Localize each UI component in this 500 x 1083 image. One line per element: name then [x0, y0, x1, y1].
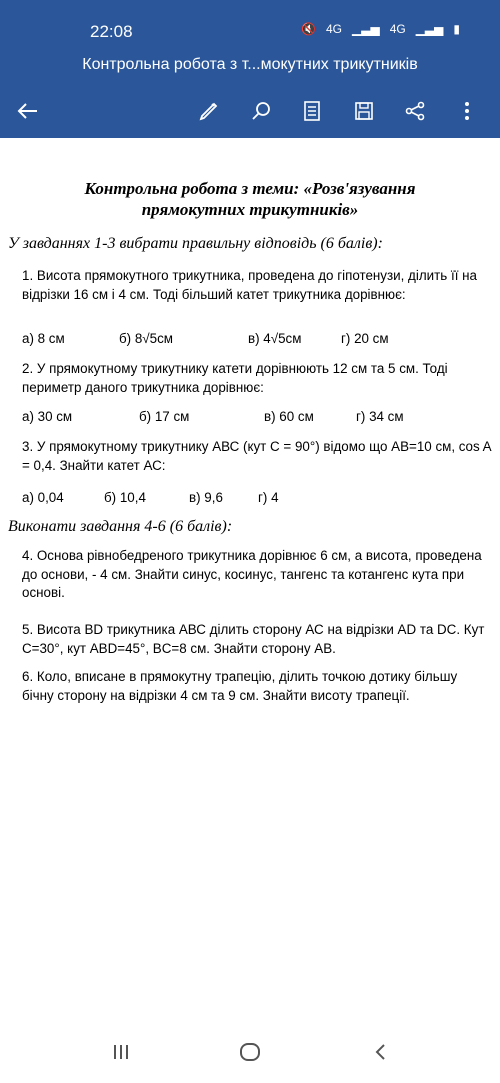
- more-options-button[interactable]: [451, 95, 483, 127]
- network-label-1: 4G: [325, 22, 342, 36]
- search-icon: [249, 99, 273, 123]
- network-label-2: 4G: [389, 22, 406, 36]
- nav-back-button[interactable]: [365, 1040, 397, 1064]
- document-page[interactable]: [0, 138, 500, 1018]
- more-vertical-icon: [455, 99, 479, 123]
- question-3: 3. У прямокутному трикутнику АВС (кут C = 90°) відомо що АВ=10 см, cos A = 0,4. Знайти катет АС:: [22, 439, 491, 473]
- toolbar: [0, 86, 500, 138]
- document-title: Контрольна робота з т...мокутних трикутників: [82, 56, 418, 73]
- section-heading-1: У завданнях 1-3 вибрати правильну відповідь (6 балів):: [8, 235, 383, 252]
- back-arrow-icon: [16, 99, 40, 123]
- home-icon: [238, 1040, 262, 1064]
- q3-option-c: в) 9,6: [189, 490, 223, 505]
- search-button[interactable]: [245, 95, 277, 127]
- doc-heading-line-1: Контрольна робота з теми: «Розв'язування: [84, 179, 416, 198]
- share-button[interactable]: [399, 95, 431, 127]
- status-time: 22:08: [90, 22, 133, 41]
- title-bar: [0, 46, 500, 86]
- battery-icon: ▮: [453, 22, 460, 36]
- q1-option-d: г) 20 см: [341, 331, 389, 346]
- q2-option-d: г) 34 см: [356, 409, 404, 424]
- chevron-left-icon: [371, 1042, 391, 1062]
- pencil-icon: [197, 99, 221, 123]
- q1-option-a: а) 8 см: [22, 331, 65, 346]
- edit-button[interactable]: [193, 95, 225, 127]
- system-nav-bar: [0, 1018, 500, 1083]
- back-button[interactable]: [12, 95, 44, 127]
- question-4: 4. Основа рівнобедреного трикутника дорівнює 6 см, а висота, проведена до основи, - 4 см. Знайти синус, косинус, тангенс та котангенс кута при основі.: [22, 548, 482, 600]
- status-icons: [301, 22, 460, 36]
- q3-option-b: б) 10,4: [104, 490, 146, 505]
- save-button[interactable]: [348, 95, 380, 127]
- recent-apps-button[interactable]: [105, 1040, 137, 1064]
- question-5: 5. Висота BD трикутника АВС ділить сторону АС на відрізки AD та DC. Кут C=30°, кут ABD=45°, BC=8 см. Знайти сторону АВ.: [22, 622, 485, 656]
- doc-heading: [30, 178, 470, 220]
- question-2: 2. У прямокутному трикутнику катети дорівнюють 12 см та 5 см. Тоді периметр даного трикутника дорівнює:: [22, 361, 448, 395]
- mute-icon: 🔇: [301, 22, 316, 36]
- status-bar: [0, 0, 500, 46]
- question-6: 6. Коло, вписане в прямокутну трапецію, ділить точкою дотику більшу бічну сторону на відрізки 4 см та 9 см. Знайти висоту трапеції.: [22, 669, 458, 703]
- share-icon: [403, 99, 427, 123]
- signal-icon-2: ▁▃▅: [415, 22, 444, 36]
- q1-option-c: в) 4√5см: [248, 331, 302, 346]
- document-view-icon: [300, 99, 324, 123]
- save-icon: [352, 99, 376, 123]
- q2-option-c: в) 60 см: [264, 409, 314, 424]
- q3-option-a: а) 0,04: [22, 490, 64, 505]
- q1-option-b: б) 8√5см: [119, 331, 173, 346]
- q3-option-d: г) 4: [258, 490, 279, 505]
- question-1: 1. Висота прямокутного трикутника, проведена до гіпотенузи, ділить її на відрізки 16 см і 4 см. Тоді більший катет трикутника дорівнює:: [22, 268, 477, 302]
- q2-option-b: б) 17 см: [139, 409, 190, 424]
- doc-heading-line-2: прямокутних трикутників»: [141, 200, 359, 219]
- home-button[interactable]: [234, 1040, 266, 1064]
- reading-view-button[interactable]: [296, 95, 328, 127]
- signal-icon: ▁▃▅: [352, 22, 380, 36]
- q2-option-a: а) 30 см: [22, 409, 73, 424]
- recent-apps-icon: [111, 1042, 131, 1062]
- section-heading-2: Виконати завдання 4-6 (6 балів):: [8, 518, 233, 535]
